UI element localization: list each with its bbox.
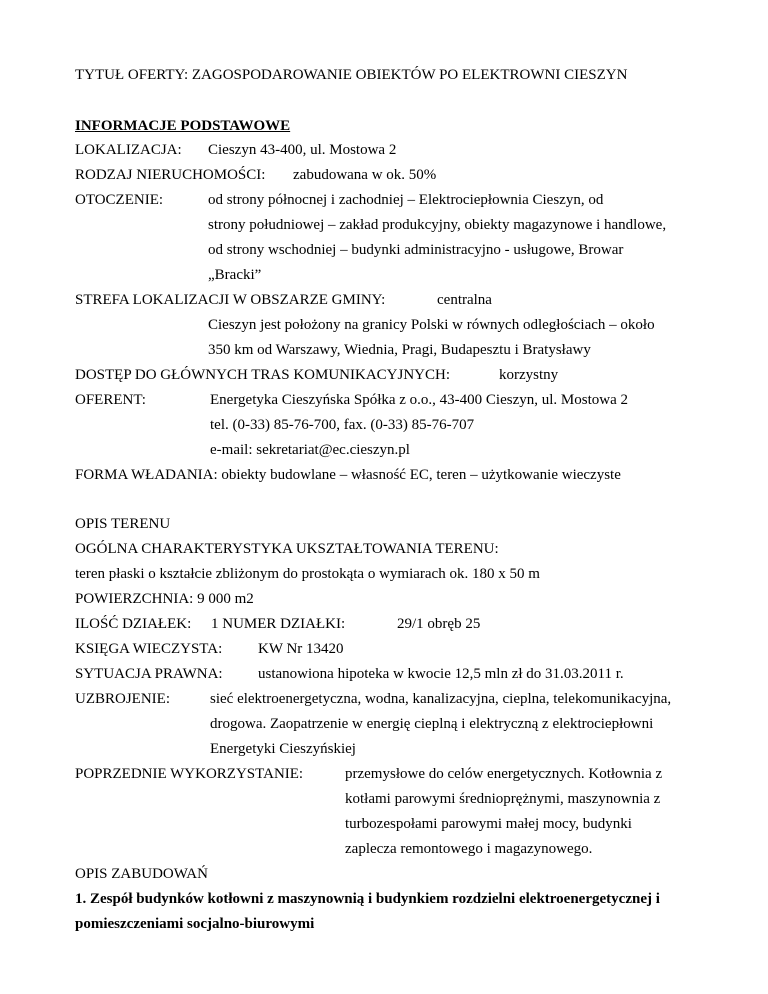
- location-value: Cieszyn 43-400, ul. Mostowa 2: [208, 142, 397, 158]
- terrain-general-value: teren płaski o kształcie zbliżonym do prostokąta o wymiarach ok. 180 x 50 m: [75, 566, 540, 582]
- offeror-email: e-mail: sekretariat@ec.cieszyn.pl: [210, 442, 410, 458]
- location-label: LOKALIZACJA:: [75, 142, 182, 158]
- property-type-value: zabudowana w ok. 50%: [293, 167, 437, 183]
- property-type-label: RODZAJ NIERUCHOMOŚCI:: [75, 167, 266, 183]
- previous-use-line: kotłami parowymi średnioprężnymi, maszynownia z: [345, 791, 661, 807]
- utilities-line: drogowa. Zaopatrzenie w energię cieplną i elektryczną z elektrociepłowni: [210, 716, 654, 732]
- previous-use-label: POPRZEDNIE WYKORZYSTANIE:: [75, 766, 304, 782]
- terrain-general-label: OGÓLNA CHARAKTERYSTYKA UKSZTAŁTOWANIA TERENU:: [75, 541, 499, 557]
- plots-value: 1 NUMER DZIAŁKI:: [211, 616, 346, 632]
- previous-use-line: turbozespołami parowymi małej mocy, budynki: [345, 816, 632, 832]
- zone-value: centralna: [437, 292, 492, 308]
- plot-number: 29/1 obręb 25: [397, 616, 481, 632]
- utilities-label: UZBROJENIE:: [75, 691, 170, 707]
- offeror-line: Energetyka Cieszyńska Spółka z o.o., 43-400 Cieszyn, ul. Mostowa 2: [210, 392, 628, 408]
- building-item-heading: pomieszczeniami socjalno-biurowymi: [75, 916, 315, 932]
- surroundings-line: od strony północnej i zachodniej – Elektrociepłownia Cieszyn, od: [208, 192, 604, 208]
- zone-description-line: 350 km od Warszawy, Wiednia, Pragi, Budapesztu i Bratysławy: [208, 342, 591, 358]
- plots-label: ILOŚĆ DZIAŁEK:: [75, 616, 192, 632]
- land-register-label: KSIĘGA WIECZYSTA:: [75, 641, 223, 657]
- surroundings-label: OTOCZENIE:: [75, 192, 164, 208]
- zone-label: STREFA LOKALIZACJI W OBSZARZE GMINY:: [75, 292, 386, 308]
- building-item-heading: 1. Zespół budynków kotłowni z maszynownią i budynkiem rozdzielni elektroenergetycznej i: [75, 891, 660, 907]
- utilities-line: sieć elektroenergetyczna, wodna, kanalizacyjna, cieplna, telekomunikacyjna,: [210, 691, 672, 707]
- section-heading-buildings: OPIS ZABUDOWAŃ: [75, 866, 208, 882]
- page-title: TYTUŁ OFERTY: ZAGOSPODAROWANIE OBIEKTÓW PO ELEKTROWNI CIESZYN: [75, 67, 628, 83]
- previous-use-line: przemysłowe do celów energetycznych. Kotłownia z: [345, 766, 663, 782]
- utilities-line: Energetyki Cieszyńskiej: [210, 741, 356, 757]
- zone-description-line: Cieszyn jest położony na granicy Polski w równych odległościach – około: [208, 317, 655, 333]
- previous-use-line: zaplecza remontowego i magazynowego.: [345, 841, 593, 857]
- surroundings-line: „Bracki”: [208, 267, 262, 283]
- area-text: POWIERZCHNIA: 9 000 m2: [75, 591, 254, 607]
- section-heading-basic: INFORMACJE PODSTAWOWE: [75, 118, 291, 134]
- access-label: DOSTĘP DO GŁÓWNYCH TRAS KOMUNIKACYJNYCH:: [75, 367, 451, 383]
- access-value: korzystny: [499, 367, 559, 383]
- land-register-value: KW Nr 13420: [258, 641, 344, 657]
- legal-status-value: ustanowiona hipoteka w kwocie 12,5 mln zł do 31.03.2011 r.: [258, 666, 624, 682]
- offeror-line: tel. (0-33) 85-76-700, fax. (0-33) 85-76-707: [210, 417, 475, 433]
- offeror-label: OFERENT:: [75, 392, 146, 408]
- section-heading-terrain: OPIS TERENU: [75, 516, 171, 532]
- surroundings-line: od strony wschodniej – budynki administracyjno - usługowe, Browar: [208, 242, 624, 258]
- ownership-text: FORMA WŁADANIA: obiekty budowlane – własność EC, teren – użytkowanie wieczyste: [75, 467, 621, 483]
- surroundings-line: strony południowej – zakład produkcyjny, obiekty magazynowe i handlowe,: [208, 217, 667, 233]
- legal-status-label: SYTUACJA PRAWNA:: [75, 666, 223, 682]
